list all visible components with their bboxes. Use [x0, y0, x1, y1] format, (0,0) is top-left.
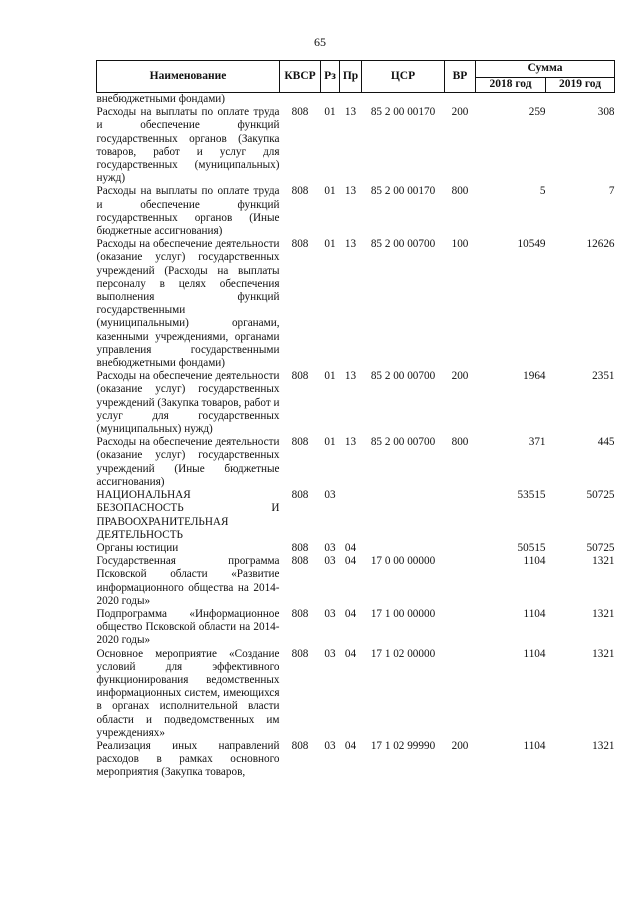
cell-kvsr: 808 — [291, 238, 309, 251]
cell-name: Реализация иных направлений расходов в рамках основного мероприятия (Закупка товаров, — [96, 739, 280, 779]
cell-kvsr: 808 — [291, 607, 309, 620]
cell-kvsr: 808 — [291, 436, 309, 449]
cell-kvsr: 808 — [291, 555, 309, 568]
table-row — [97, 238, 615, 370]
table-row — [97, 370, 615, 436]
cell-kvsr: 808 — [291, 185, 309, 198]
cell-pr: 04 — [344, 739, 357, 752]
cell-sum-2019: 50725 — [586, 541, 615, 554]
cell-kvsr — [280, 93, 321, 107]
cell-kvsr: 808 — [291, 106, 309, 119]
table-row — [97, 648, 615, 740]
cell-csr: 17 0 00 00000 — [370, 555, 436, 568]
cell-sum-2019: 308 — [597, 106, 615, 119]
cell-name: Расходы на обеспечение деятельности (оказание услуг) государственных учреждений (Иные бюджетные ассигнования) — [96, 436, 280, 488]
cell-pr: 13 — [344, 238, 357, 251]
cell-rz: 03 — [324, 489, 336, 502]
cell-vr: 200 — [451, 106, 469, 119]
cell-rz — [321, 93, 340, 107]
cell-vr: 800 — [451, 436, 469, 449]
table-row — [97, 489, 615, 542]
cell-pr: 04 — [344, 541, 357, 554]
table-header — [97, 61, 615, 93]
table-row — [97, 542, 615, 555]
budget-table — [96, 60, 615, 780]
cell-sum-2018: 53515 — [517, 489, 546, 502]
cell-csr — [362, 93, 445, 107]
cell-sum-2018 — [476, 93, 546, 107]
cell-name: Расходы на выплаты по оплате труда и обеспечение функций государственных органов (Закупка товаров, работ и услуг для государственных (муниципальных) нужд) — [96, 106, 280, 185]
table-row — [97, 740, 615, 780]
cell-csr: 85 2 00 00700 — [370, 370, 436, 383]
cell-sum-2018: 1104 — [523, 555, 546, 568]
cell-kvsr: 808 — [291, 370, 309, 383]
cell-pr — [340, 93, 362, 107]
cell-name: внебюджетными фондами) — [96, 93, 225, 105]
header-year-2019: 2019 год — [546, 78, 615, 93]
cell-csr — [362, 489, 445, 542]
page-number: 65 — [314, 35, 326, 49]
cell-csr: 17 1 02 00000 — [370, 647, 436, 660]
table-body — [97, 93, 615, 780]
cell-vr: 200 — [451, 370, 469, 383]
cell-vr — [445, 542, 476, 555]
cell-kvsr: 808 — [291, 647, 309, 660]
cell-name: Государственная программа Псковской области «Развитие информационного общества на 2014-2020 годы» — [96, 555, 280, 607]
cell-name: Подпрограмма «Информационное общество Псковской области на 2014-2020 годы» — [96, 607, 280, 647]
cell-csr: 85 2 00 00700 — [370, 436, 436, 449]
cell-pr: 13 — [344, 436, 357, 449]
cell-name: Расходы на обеспечение деятельности (оказание услуг) государственных учреждений (Расходы на выплаты персоналу в целях обеспечения выполнения функций государственными (муниципальными) органами, казенными учреждениями, органами управления государственными внебюджетными фондами) — [96, 238, 280, 370]
cell-rz: 03 — [324, 647, 336, 660]
cell-sum-2018: 1104 — [523, 607, 546, 620]
table-row — [97, 106, 615, 185]
cell-pr: 04 — [344, 555, 357, 568]
cell-pr: 04 — [344, 647, 357, 660]
cell-sum-2019: 1321 — [592, 739, 615, 752]
table-row — [97, 608, 615, 648]
cell-csr: 17 1 02 99990 — [370, 739, 436, 752]
cell-rz: 01 — [324, 436, 336, 449]
cell-vr — [445, 93, 476, 107]
header-pr: Пр — [340, 61, 362, 93]
cell-name: Расходы на выплаты по оплате труда и обеспечение функций государственных органов (Иные бюджетные ассигнования) — [96, 185, 280, 238]
header-vr: ВР — [445, 61, 476, 93]
cell-pr: 04 — [344, 607, 357, 620]
cell-vr: 100 — [451, 238, 469, 251]
cell-sum-2018: 371 — [528, 436, 546, 449]
cell-vr — [445, 555, 476, 608]
header-rz: Рз — [321, 61, 340, 93]
cell-sum-2018: 1104 — [523, 739, 546, 752]
cell-name: Расходы на обеспечение деятельности (оказание услуг) государственных учреждений (Закупка товаров, работ и услуг для государственных (муниципальных) нужд) — [96, 370, 280, 436]
header-name: Наименование — [97, 61, 280, 93]
cell-sum-2019: 1321 — [592, 607, 615, 620]
cell-pr — [340, 489, 362, 542]
cell-vr: 800 — [451, 185, 469, 198]
cell-rz: 01 — [324, 106, 336, 119]
cell-rz: 03 — [324, 541, 336, 554]
cell-sum-2019: 12626 — [586, 238, 615, 251]
cell-csr — [362, 542, 445, 555]
cell-pr: 13 — [344, 185, 357, 198]
cell-rz: 03 — [324, 607, 336, 620]
cell-sum-2019: 1321 — [592, 647, 615, 660]
header-sum: Сумма — [476, 61, 615, 78]
cell-rz: 01 — [324, 185, 336, 198]
cell-sum-2019: 445 — [597, 436, 615, 449]
cell-sum-2018: 259 — [528, 106, 546, 119]
cell-sum-2019: 7 — [608, 185, 615, 198]
cell-csr: 85 2 00 00170 — [370, 185, 436, 198]
cell-rz: 03 — [324, 739, 336, 752]
cell-vr — [445, 489, 476, 542]
header-kvsr: КВСР — [280, 61, 321, 93]
cell-sum-2018: 1964 — [523, 370, 546, 383]
cell-vr: 200 — [451, 739, 469, 752]
cell-name: Органы юстиции — [96, 541, 179, 554]
cell-name: НАЦИОНАЛЬНАЯ БЕЗОПАСНОСТЬ И ПРАВООХРАНИТЕЛЬНАЯ ДЕЯТЕЛЬНОСТЬ — [96, 489, 280, 541]
cell-csr: 17 1 00 00000 — [370, 607, 436, 620]
cell-rz: 01 — [324, 238, 336, 251]
cell-rz: 03 — [324, 555, 336, 568]
table-row — [97, 436, 615, 489]
cell-sum-2019: 50725 — [586, 489, 615, 502]
cell-vr — [445, 608, 476, 648]
cell-sum-2019: 2351 — [592, 370, 615, 383]
header-year-2018: 2018 год — [476, 78, 546, 93]
cell-sum-2019 — [546, 93, 615, 107]
cell-kvsr: 808 — [291, 739, 309, 752]
cell-vr — [445, 648, 476, 740]
cell-csr: 85 2 00 00170 — [370, 106, 436, 119]
cell-rz: 01 — [324, 370, 336, 383]
table-row — [97, 185, 615, 238]
cell-csr: 85 2 00 00700 — [370, 238, 436, 251]
cell-sum-2018: 1104 — [523, 647, 546, 660]
cell-kvsr: 808 — [291, 541, 309, 554]
cell-kvsr: 808 — [291, 489, 309, 502]
header-csr: ЦСР — [362, 61, 445, 93]
cell-pr: 13 — [344, 370, 357, 383]
cell-pr: 13 — [344, 106, 357, 119]
table-row — [97, 555, 615, 608]
cell-sum-2018: 50515 — [517, 541, 546, 554]
table-row — [97, 93, 615, 107]
cell-sum-2019: 1321 — [592, 555, 615, 568]
cell-sum-2018: 5 — [539, 185, 546, 198]
cell-sum-2018: 10549 — [517, 238, 546, 251]
cell-name: Основное мероприятие «Создание условий для эффективного функционирования ведомственных информационных систем, имеющихся в органах исполнительной власти области и подведомственных им учреждениях» — [96, 647, 280, 739]
